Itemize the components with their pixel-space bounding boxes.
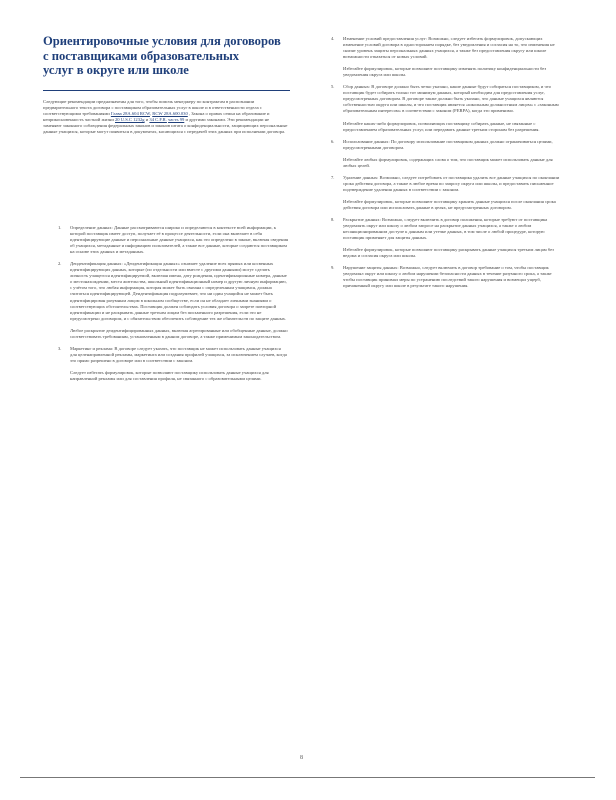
title-line-1: Ориентировочные условия для договоров	[43, 34, 281, 48]
section-paragraph: Деидентификация данных: «Деидентификация данных» означает удаление всех прямых или косвенных идентифицирующих данных, которые (по отдельности или вместе с другими данными) могут сделать личность учащегося идентифицируемой, включая имена, дату рождения, идентификационные номера, данные о местонахождении, места жительства, школьный идентификационный номер и другую личную информацию, с учётом того, что любая информация, которая может быть связана с определенным учащимся, должна считаться идентифицирующей. Деидентификация подразумевает, что ни один учащийся не может быть идентифицирован разумным лицом в школьном сообществе, если он не обладает личными знаниями о соответствующих обстоятельствах. Поставщик должен соблюдать условия договора о запрете повторной идентификации и не раскрывать данные третьим лицам без письменного разрешения, если это не предусмотрено договором, и с обязательством обеспечить соблюдение тех же обязательств по защите данных.	[70, 261, 287, 321]
section-number: 5.	[331, 84, 335, 90]
intro-text-5: и другими законами. Эти рекомендации не заменяют законного соблюдения федеральных законов и законов штата о конфиденциальности, защищающих персональные данные учащихся, которые могут появиться в документах, касающихся с передачей этих данных при исполнении договора.	[43, 117, 288, 135]
section-paragraph: Избегайте любых формулировок, содержащих слова о том, что поставщик может использовать данные для любых целей.	[343, 156, 553, 168]
page-number: 8	[300, 755, 303, 761]
right-column	[316, 36, 561, 296]
intro-ref-1[interactable]: Глава 28A.604 RCW	[110, 111, 150, 117]
title-divider	[43, 90, 290, 91]
section-4	[316, 36, 561, 78]
section-number: 9.	[331, 265, 335, 271]
section-paragraph: Избегайте формулировок, которые позволяют поставщику изменять политику конфиденциальности без уведомления округа или школы.	[343, 66, 547, 78]
title-line-2: с поставщиками образовательных	[43, 48, 240, 63]
section-paragraph: Определение данных: Данные рассматриваются широко и определяются в контексте всей информации, к которой поставщик имеет доступ, получает её в процессе деятельности, если она включает в себя идентифицирующие данные и персональные данные учащихся, как это определено в законе, включая сведения об учащихся, метаданные и информацию пользователей, а также все данные, которые создаются поставщиком на основе этих данных и метаданных.	[70, 225, 289, 255]
section-paragraph: Избегайте каких-либо формулировок, позволяющих поставщику собирать данные, не связанные с предоставлением образовательных услуг, или передавать данные третьим сторонам без разрешения.	[343, 120, 540, 132]
intro-text-2: ,	[149, 111, 152, 117]
section-paragraph: Сбор данных: В договоре должно быть четко указано, какие данные будут собираться поставщиком, и что поставщик будет собирать только тот минимум данных, который необходим для предоставления услуг, предусмотренных договором. В договоре также должно быть указано, что данные учащихся являются собственностью округа или школы, и что поставщик является «школьным должностным лицом» с «законным образовательным интересом» в соответствии с законом (FERPA), когда это применимо.	[343, 84, 559, 114]
section-paragraph: Следует избегать формулировок, которые позволяют поставщику использовать данные учащихся для направленной рекламы или для составления профиля, не связанного с образовательными целями.	[70, 369, 269, 381]
intro-ref-5[interactable]: часть 99	[168, 117, 185, 123]
footer-divider	[20, 777, 595, 778]
intro-text-1: Следующие рекомендации предназначены для того, чтобы помочь менеджеру по контрактам в распознании предварительного текста договора с поставщиком образовательных услуг в школе и в ответственности отдела с соответствующими требованиями	[43, 99, 262, 117]
section-number: 2.	[58, 261, 62, 267]
section-paragraph: Избегайте формулировок, которые позволяют поставщику раскрывать данные учащихся третьим лицам без ведома и согласия округа или школы.	[343, 247, 554, 259]
intro-ref-2[interactable]: RCW 28A.600.030	[152, 111, 188, 117]
section-2	[43, 261, 288, 340]
section-paragraph: Изменение условий предоставления услуг: Возможно, следует избегать формулировок, допускающих изменение условий договора в одностороннем порядке, без уведомления и согласия на то, что изменения не снизят уровень защиты персональных данных учащихся, а также без предоставления округу или школе возможности отказаться от новых условий.	[343, 36, 555, 60]
section-number: 8.	[331, 217, 335, 223]
section-3	[43, 346, 288, 382]
section-paragraph: Избегайте формулировок, которые позволяют поставщику хранить данные учащихся после окончания срока действия договора или использовать данные в целях, не предусмотренных договором.	[343, 198, 556, 210]
left-column	[43, 225, 288, 388]
section-paragraph: Раскрытие данных: Возможно, следует включить в договор положения, которые требуют от поставщика уведомлять округ или школу о любом запросе на раскрытие данных учащихся, а также о любом несанкционированном доступе к данным или утечке данных, в том числе о любой процедуре, которую поставщик применяет для защиты данных.	[343, 217, 548, 241]
intro-ref-3[interactable]: 20 U.S.C 1232g	[115, 117, 145, 123]
section-8	[316, 217, 561, 259]
section-6	[316, 139, 561, 169]
section-1	[43, 225, 288, 255]
section-paragraph: Маркетинг и реклама: В договоре следует указать, что поставщик не может использовать данные учащихся для целенаправленной рекламы, маркетинга или создания профилей учащихся, за исключением случаев, когда это прямо разрешено в договоре или в соответствии с законом.	[70, 345, 287, 363]
intro-ref-4[interactable]: 34 C.F.R.	[149, 117, 167, 123]
title-line-3: услуг в округе или школе	[43, 63, 189, 77]
section-number: 6.	[331, 138, 335, 144]
section-9	[316, 265, 561, 289]
section-number: 4.	[331, 36, 335, 41]
section-number: 7.	[331, 174, 335, 180]
section-paragraph: Удаление данных: Возможно, следует потребовать от поставщика удалить все данные учащихся по окончании срока действия договора, а также в любое время по запросу округа или школы, и предоставить письменное подтверждение удаления данных в соответствии с законом.	[343, 174, 560, 192]
section-7	[316, 175, 561, 211]
intro-paragraph	[43, 99, 288, 135]
section-number: 1.	[58, 225, 62, 230]
section-5	[316, 84, 561, 132]
section-number: 3.	[58, 345, 62, 351]
section-paragraph: Использование данных: По договору использование поставщиком данных должно ограничиваться целями, предусмотренными договором.	[343, 138, 553, 150]
intro-text-3: , Закона о правах семьи на образование и неприкосновенность частной жизни	[43, 111, 270, 123]
section-paragraph: Нарушение защиты данных: Возможно, следует включить в договор требование о том, чтобы поставщик уведомлял округ или школу о любом нарушении безопасности данных в течение разумного срока, а также чтобы поставщик принимал меры по устранению последствий такого нарушения и возмещал ущерб, причиненный округу или школе в результате такого нарушения.	[343, 265, 552, 289]
page-title	[43, 34, 283, 78]
intro-text-4: и	[145, 117, 149, 123]
section-paragraph: Любое раскрытие деидентифицированных данных, включая агрегированные или обобщенные данные, должно соответствовать требованиям, установленным в данном договоре, а также применимым законодательством.	[70, 327, 288, 339]
